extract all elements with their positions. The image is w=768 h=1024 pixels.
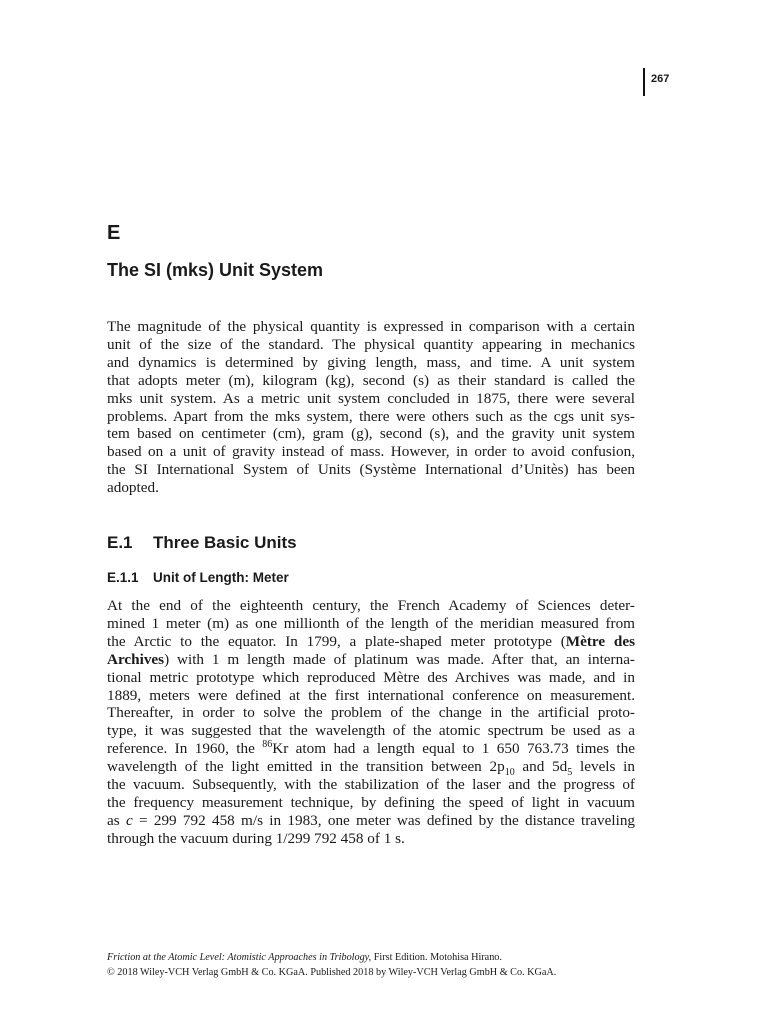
chapter-title: The SI (mks) Unit System (107, 260, 324, 280)
appendix-letter: E (107, 222, 121, 244)
section-number: E.1 (107, 533, 133, 552)
intro-line: unit of the size of the standard. The physical quantity appearing in mechanics (107, 335, 635, 353)
section-heading (107, 533, 297, 553)
body-line: the vacuum. Subsequently, with the stabilization of the laser and the progress of (107, 776, 635, 794)
level-subscript: 10 (504, 767, 515, 779)
body-line: through the vacuum during 1/299 792 458 of 1 s. (107, 829, 405, 847)
body-line: 1889, meters were defined at the first international conference on measurement. (107, 686, 635, 704)
intro-line: The magnitude of the physical quantity is expressed in comparison with a certain (107, 318, 635, 335)
body-line: At the end of the eighteenth century, the French Academy of Sciences deter- (107, 597, 635, 614)
body-line: tional metric prototype which reproduced Mètre des Archives was made, and in (107, 668, 635, 686)
body-line: the Arctic to the equator. In 1799, a plate-shaped meter prototype (Mètre des (107, 632, 635, 650)
body-line: type, it was suggested that the wavelength of the atomic spectrum be used as a (107, 722, 635, 740)
intro-line: tem based on centimeter (cm), gram (g), second (s), and the gravity unit system (107, 425, 635, 443)
body-line: Archives) with 1 m length made of platinum was made. After that, an interna- (107, 650, 635, 668)
body-line: Thereafter, in order to solve the problem of the change in the artificial proto- (107, 704, 635, 722)
section-title: Three Basic Units (153, 533, 297, 552)
page-number-rule (643, 68, 645, 96)
body-line: reference. In 1960, the $^{86}$Kr atom had a length equal to 1 650 763.73 times the (107, 739, 635, 758)
footer (107, 950, 556, 980)
intro-line: the SI International System of Units (Système International d’Unitès) has been (107, 461, 635, 479)
body-paragraph (107, 597, 635, 848)
body-line: mined 1 meter (m) as one millionth of the length of the meridian measured from (107, 614, 635, 632)
subsection-number: E.1.1 (107, 570, 139, 585)
intro-line: and dynamics is determined by giving length, mass, and time. A unit system (107, 353, 635, 371)
bold-term: Mètre des (565, 632, 635, 650)
subsection-heading (107, 570, 289, 585)
book-title: Friction at the Atomic Level: Atomistic Approaches in Tribology, (107, 952, 372, 963)
bold-term: Archives (107, 650, 165, 668)
isotope-superscript: 86 (262, 739, 273, 751)
footer-copyright: © 2018 Wiley-VCH Verlag GmbH & Co. KGaA. Published 2018 by Wiley-VCH Verlag GmbH & Co. KGaA. (107, 967, 557, 978)
intro-line: mks unit system. As a metric unit system concluded in 1875, there were several (107, 389, 635, 407)
subsection-title: Unit of Length: Meter (153, 570, 289, 585)
level-subscript: 5 (567, 767, 573, 779)
intro-line: that adopts meter (m), kilogram (kg), second (s) as their standard is called the (107, 371, 635, 389)
footer-citation (107, 950, 556, 965)
intro-line: problems. Apart from the mks system, there were others such as the cgs unit sys- (107, 407, 635, 425)
intro-line: adopted. (107, 479, 159, 497)
body-line: wavelength of the light emitted in the transition between $2p_{10}$ and $5d_5$ levels in (107, 758, 635, 779)
body-line: the frequency measurement technique, by defining the speed of light in vacuum (107, 793, 635, 811)
intro-line: based on a unit of gravity instead of mass. However, in order to avoid confusion, (107, 443, 635, 461)
edition-author: First Edition. Motohisa Hirano. (371, 952, 502, 963)
body-line: as c = 299 792 458 m/s in 1983, one meter was defined by the distance traveling (107, 811, 636, 829)
page-number: 267 (651, 73, 670, 85)
intro-paragraph (107, 318, 635, 497)
speed-of-light-symbol: c (125, 811, 133, 829)
